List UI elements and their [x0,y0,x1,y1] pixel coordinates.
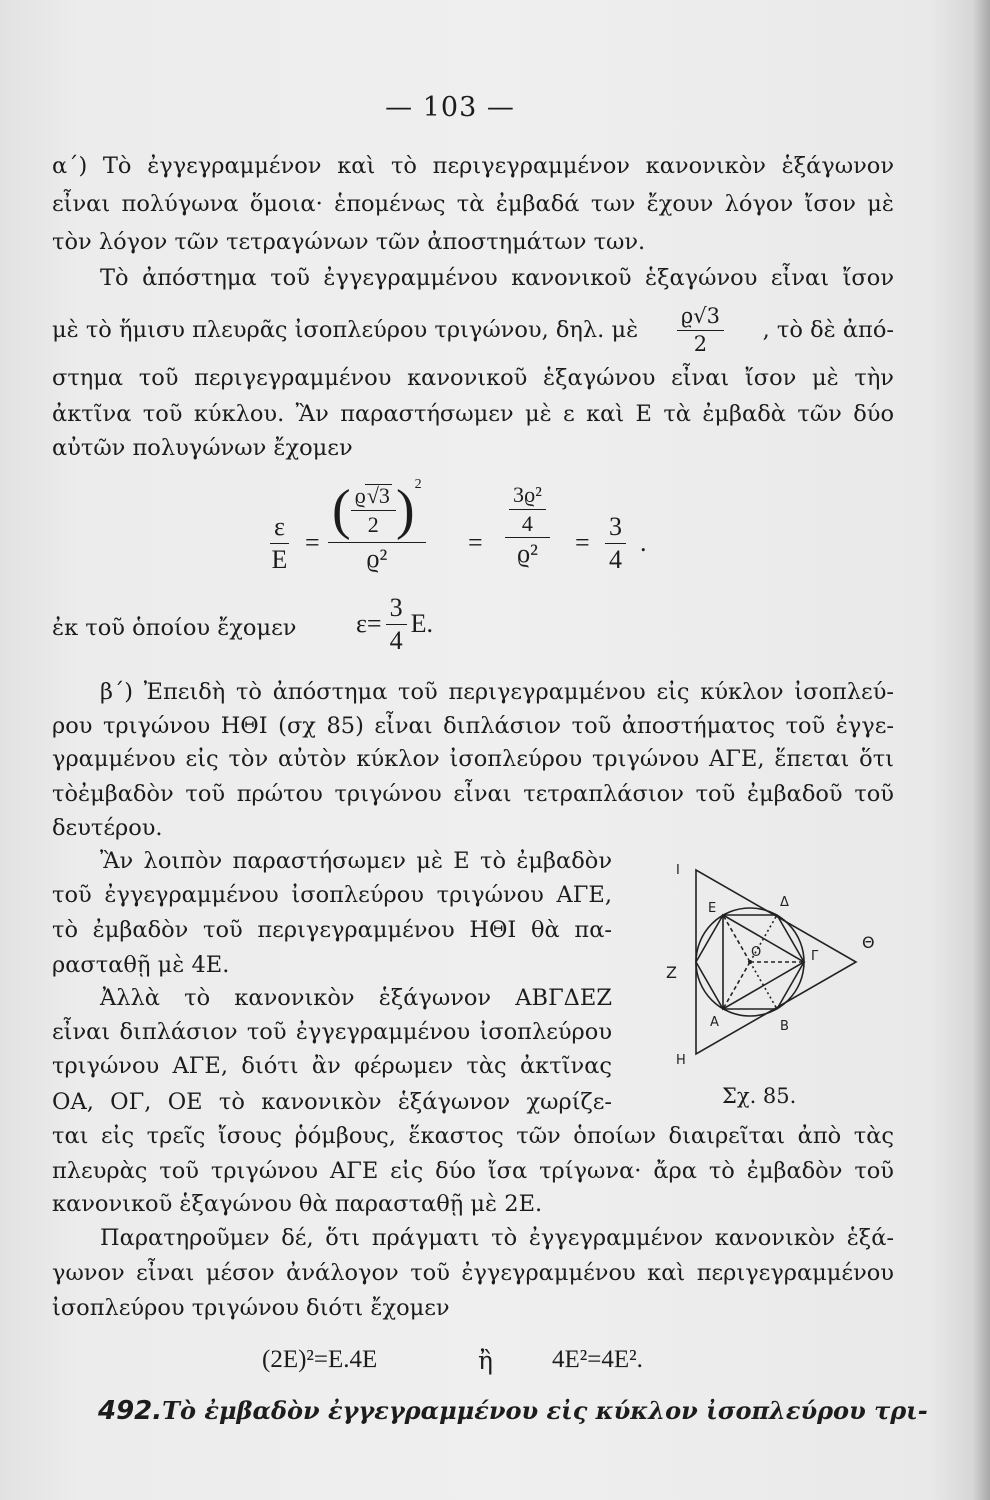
text-line-15: Ἂν λοιπὸν παραστήσωμεν μὲ Ε τὸ ἐμβαδὸν [100,848,612,874]
text-line-5b: , τὸ δὲ ἀπό- [762,317,894,343]
section-number: 492. [98,1396,163,1426]
label-O: Ο [751,945,762,960]
text-line-5 [52,300,894,360]
center-point [748,960,752,964]
text-line-11: ρου τριγώνου ΗΘΙ (σχ 85) εἶναι διπλάσιον τοῦ ἀποστήματος τοῦ ἐγγε- [52,713,894,739]
fraction-rho-sqrt3-over-2 [677,303,724,356]
text-line-16: τοῦ ἐγγεγραμμένου ἰσοπλεύρου τριγώνου ΑΓΕ, [52,882,612,908]
equation-ratio [0,478,990,598]
equation-final-b: 4Ε²=4Ε². [552,1346,643,1373]
text-line-24: πλευρὰς τοῦ τριγώνου ΑΓΕ εἰς δύο ἴσα τρίγωνα· ἄρα τὸ ἐμβαδὸν τοῦ [52,1158,894,1184]
label-Z: Ζ [666,963,677,982]
page-number: — 103 — [385,92,515,123]
label-E: Ε [708,901,717,916]
label-Theta: Θ [862,933,875,952]
text-line-10: β΄) Ἐπειδὴ τὸ ἀπόστημα τοῦ περιγεγραμμένου εἰς κύκλον ἰσοπλεύ- [100,679,894,705]
text-line-5a: μὲ τὸ ἥμισυ πλευρᾶς ἰσοπλεύρου τριγώνου, δηλ. μὲ [52,317,639,343]
text-line-9: ἐκ τοῦ ὁποίου ἔχομεν [52,615,297,641]
text-line-18: ρασταθῇ μὲ 4Ε. [52,952,230,978]
text-line-25: κανονικοῦ ἑξαγώνου θὰ παρασταθῇ μὲ 2Ε. [52,1191,543,1217]
text-line-8: αὐτῶν πολυγώνων ἔχομεν [52,435,353,461]
equation-eps-3-4-E: ε= $\frac{3}{4}$ Ε. [356,592,433,655]
label-B: Β [780,1019,789,1034]
text-line-4: Τὸ ἀπόστημα τοῦ ἐγγεγραμμένου κανονικοῦ ἑξαγώνου εἶναι ἴσον [100,265,894,291]
text-line-17: τὸ ἐμβαδὸν τοῦ περιγεγραμμένου ΗΘΙ θὰ πα- [52,917,612,943]
section-title: Τὸ ἐμβαδὸν ἐγγεγραμμένου εἰς κύκλον ἰσοπλεύρου τρι- [162,1396,928,1425]
text-line-13: τὸἐμβαδὸν τοῦ πρώτου τριγώνου εἶναι τετραπλάσιον τοῦ ἐμβαδοῦ τοῦ [52,781,894,807]
text-line-1: α΄) Τὸ ἐγγεγραμμένον καὶ τὸ περιγεγραμμένον κανονικὸν ἑξάγωνον [52,153,894,179]
text-line-3: τὸν λόγον τῶν τετραγώνων τῶν ἀποστημάτων των. [52,229,646,255]
frac-numerator: ϱ√3 [677,306,724,331]
text-line-7: ἀκτῖνα τοῦ κύκλου. Ἂν παραστήσωμεν μὲ ε καὶ Ε τὰ ἐμβαδὰ τῶν δύο [52,401,894,427]
text-line-23: ται εἰς τρεῖς ἴσους ῥόμβους, ἕκαστος τῶν ὁποίων διαιρεῖται ἀπὸ τὰς [52,1123,894,1149]
label-A: Α [710,1015,719,1030]
eq-period: . [640,528,647,557]
frac-denominator: 2 [693,331,708,356]
text-line-20: εἶναι διπλάσιον τοῦ ἐγγεγραμμένου ἰσοπλεύρου [52,1019,612,1045]
text-line-27: γωνον εἶναι μέσον ἀνάλογον τοῦ ἐγγεγραμμένου καὶ περιγεγραμμένου [52,1260,894,1286]
equation-final-or: ἢ [478,1346,493,1375]
text-line-28: ἰσοπλεύρου τριγώνου διότι ἔχομεν [52,1295,450,1321]
text-line-22: ΟΑ, ΟΓ, ΟΕ τὸ κανονικὸν ἑξάγωνον χωρίζε- [52,1089,612,1115]
figure-caption: Σχ. 85. [722,1084,797,1108]
label-I: Ι [676,863,680,878]
section-heading-492 [98,1396,928,1426]
eq-frac-eps-over-E: $\frac{\varepsilon}{E}$ [271,512,288,574]
eq-equals-1: = [305,528,320,557]
text-line-19: Ἀλλὰ τὸ κανονικὸν ἑξάγωνον ΑΒΓΔΕΖ [100,985,612,1011]
eq-frac-3rho2-4-over-rho2: $\frac{\frac{\text{3ϱ²}}{4}}{\text{ϱ²}}$ [505,484,550,567]
text-line-2: εἶναι πολύγωνα ὅμοια· ἑπομένως τὰ ἐμβαδά των ἔχουν λόγον ἴσον μὲ [52,191,894,217]
text-line-14: δευτέρου. [52,815,163,841]
text-line-12: γραμμένου εἰς τὸν αὐτὸν κύκλον ἰσοπλεύρου τριγώνου ΑΓΕ, ἕπεται ὅτι [52,746,894,772]
eq-frac-rho-sqrt3-2-squared-over-rho2: ( $\frac{ϱ√3}{2}$ )$^2$ ϱ² [328,478,426,572]
outer-triangle-HTheta-I [696,870,856,1054]
eq-equals-3: = [575,528,590,557]
label-Delta: Δ [780,895,789,910]
text-line-6: στημα τοῦ περιγεγραμμένου κανονικοῦ ἑξαγώνου εἶναι ἴσον μὲ τὴν [52,365,894,391]
eq-frac-3-over-4: $\frac{3}{4}$ [605,514,626,573]
label-Gamma: Γ [811,949,819,964]
figure-85 [660,862,890,1072]
text-line-21: τριγώνου ΑΓΕ, διότι ἂν φέρωμεν τὰς ἀκτῖνας [52,1053,612,1079]
page-edge [974,0,990,1500]
eq-equals-2: = [468,528,483,557]
text-line-26: Παρατηροῦμεν δέ, ὅτι πράγματι τὸ ἐγγεγραμμένον κανονικὸν ἑξά- [100,1225,894,1251]
label-H: Η [676,1053,686,1068]
equation-final-a: (2Ε)²=Ε.4Ε [262,1346,378,1373]
